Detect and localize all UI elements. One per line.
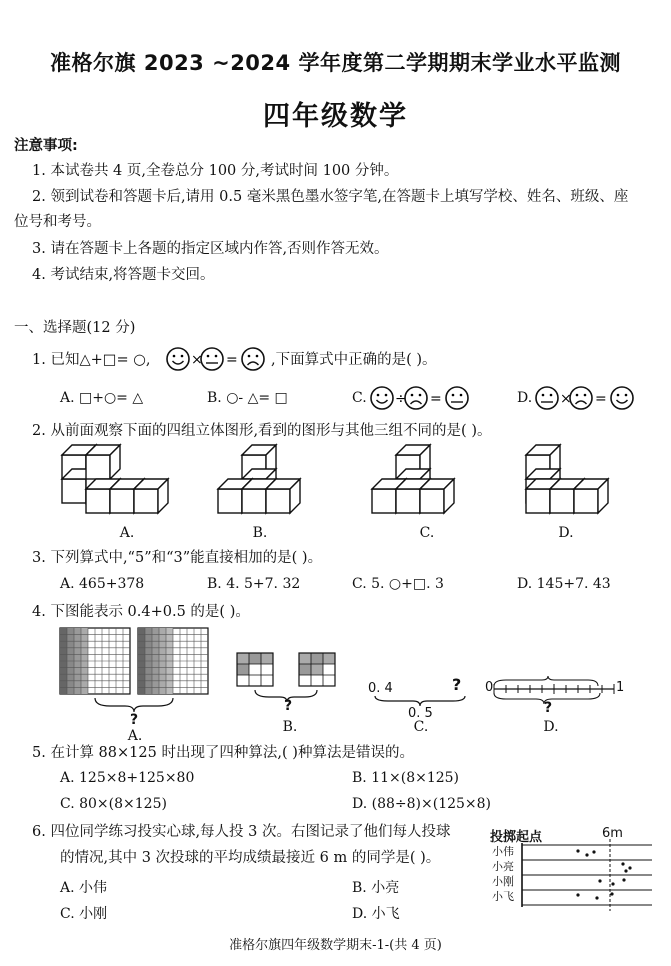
q4-d-question-mark: ? <box>543 700 553 716</box>
q3-option-a[interactable]: A. 465+378 <box>60 576 145 592</box>
svg-text:×: × <box>191 352 203 368</box>
q4-b-question-mark: ? <box>283 698 293 714</box>
q5-option-b[interactable]: B. 11×(8×125) <box>352 770 460 786</box>
q1-option-b[interactable]: B. ○- △= □ <box>207 390 288 406</box>
q4-c-left-value: 0. 4 <box>368 681 393 696</box>
q6-throw-chart <box>520 843 655 913</box>
q6-option-b[interactable]: B. 小亮 <box>352 880 400 896</box>
smile-face-icon <box>167 348 189 370</box>
figure-d <box>526 445 608 513</box>
q5-option-d[interactable]: D. (88÷8)×(125×8) <box>352 796 492 812</box>
question-4-stem: 4. 下图能表示 0.4+0.5 的是( )。 <box>32 604 250 620</box>
notice-item: 4. 考试结束,将答题卡交回。 <box>32 267 215 283</box>
sad-face-icon <box>242 348 264 370</box>
question-1-stem-end: ,下面算式中正确的是( )。 <box>271 352 437 368</box>
figure-b <box>218 445 300 513</box>
svg-text:=: = <box>595 391 607 407</box>
small-grid-left <box>237 653 273 686</box>
question-3-stem: 3. 下列算式中,“5”和“3”能直接相加的是( )。 <box>32 550 323 566</box>
svg-text:×: × <box>560 391 572 407</box>
q2-label-c[interactable]: C. <box>419 525 435 541</box>
q3-option-d[interactable]: D. 145+7. 43 <box>517 576 611 592</box>
svg-text:=: = <box>430 391 442 407</box>
q4-label-d[interactable]: D. <box>543 719 559 735</box>
grid-right <box>138 628 208 694</box>
q3-option-b[interactable]: B. 4. 5+7. 32 <box>207 576 301 592</box>
notice-item: 3. 请在答题卡上各题的指定区域内作答,否则作答无效。 <box>32 241 389 257</box>
notice-item: 2. 领到试卷和答题卡后,请用 0.5 毫米黑色墨水签字笔,在答题卡上填写学校、姓名、班级、座 <box>32 189 629 205</box>
exam-title: 准格尔旗 2023 ~2024 学年度第二学期期末学业水平监测 <box>50 51 621 75</box>
q4-label-c[interactable]: C. <box>413 719 429 735</box>
q6-option-a[interactable]: A. 小伟 <box>60 880 108 896</box>
q6-chart-6m-label: 6m <box>602 826 623 841</box>
q6-option-c[interactable]: C. 小刚 <box>60 906 108 922</box>
section-heading: 一、选择题(12 分) <box>14 320 136 336</box>
q1-option-d[interactable]: D. <box>517 390 533 406</box>
svg-text:=: = <box>226 352 238 368</box>
notice-item: 位号和考号。 <box>14 214 101 230</box>
q4-c-question-mark: ? <box>452 675 462 694</box>
notice-heading: 注意事项: <box>14 138 78 154</box>
q1-option-c[interactable]: C. <box>352 390 367 406</box>
figure-c <box>372 445 454 513</box>
q5-option-a[interactable]: A. 125×8+125×80 <box>60 770 195 786</box>
q2-label-d[interactable]: D. <box>558 525 574 541</box>
q4-d-one: 1 <box>616 680 625 695</box>
q4-a-question-mark: ? <box>129 712 139 728</box>
q6-name-xiaofei: 小飞 <box>492 890 514 903</box>
q6-name-xiaowei: 小伟 <box>492 845 514 858</box>
q6-option-d[interactable]: D. 小飞 <box>352 906 400 922</box>
q1-option-a[interactable]: A. □+○= △ <box>60 390 144 406</box>
q3-option-c[interactable]: C. 5. ○+□. 3 <box>352 576 444 592</box>
question-6-line-1: 6. 四位同学练习投实心球,每人投 3 次。右图记录了他们每人投球 <box>32 824 451 840</box>
q4-label-b[interactable]: B. <box>282 719 298 735</box>
q1-smiley-equation <box>165 345 270 373</box>
neutral-face-icon <box>201 348 223 370</box>
q1-option-d-faces <box>534 384 644 412</box>
q2-label-a[interactable]: A. <box>119 525 135 541</box>
subject-title: 四年级数学 <box>263 101 408 132</box>
question-5-stem: 5. 在计算 88×125 时出现了四种算法,( )种算法是错误的。 <box>32 745 414 761</box>
question-1-stem: 1. 已知△+□= ○, <box>32 352 151 368</box>
question-2-stem: 2. 从前面观察下面的四组立体图形,看到的图形与其他三组不同的是( )。 <box>32 423 492 439</box>
q6-chart-title: 投掷起点 <box>490 830 543 845</box>
q6-name-xiaogang: 小刚 <box>492 875 514 888</box>
figure-a <box>62 445 168 513</box>
small-grid-right <box>299 653 335 686</box>
q4-label-a[interactable]: A. <box>127 728 143 744</box>
q5-option-c[interactable]: C. 80×(8×125) <box>60 796 167 812</box>
question-6-line-2: 的情况,其中 3 次投球的平均成绩最接近 6 m 的同学是( )。 <box>60 850 441 866</box>
q4-c-bottom-value: 0. 5 <box>408 706 433 721</box>
q2-cube-figures <box>60 445 620 520</box>
svg-text:÷: ÷ <box>395 391 407 407</box>
q6-name-xiaoliang: 小亮 <box>492 860 514 873</box>
page-footer: 准格尔旗四年级数学期末-1-(共 4 页) <box>229 938 442 953</box>
q1-option-c-faces <box>369 384 479 412</box>
notice-item: 1. 本试卷共 4 页,全卷总分 100 分,考试时间 100 分钟。 <box>32 163 399 179</box>
grid-left <box>60 628 130 694</box>
q4-d-zero: 0 <box>485 680 494 695</box>
q2-label-b[interactable]: B. <box>252 525 268 541</box>
